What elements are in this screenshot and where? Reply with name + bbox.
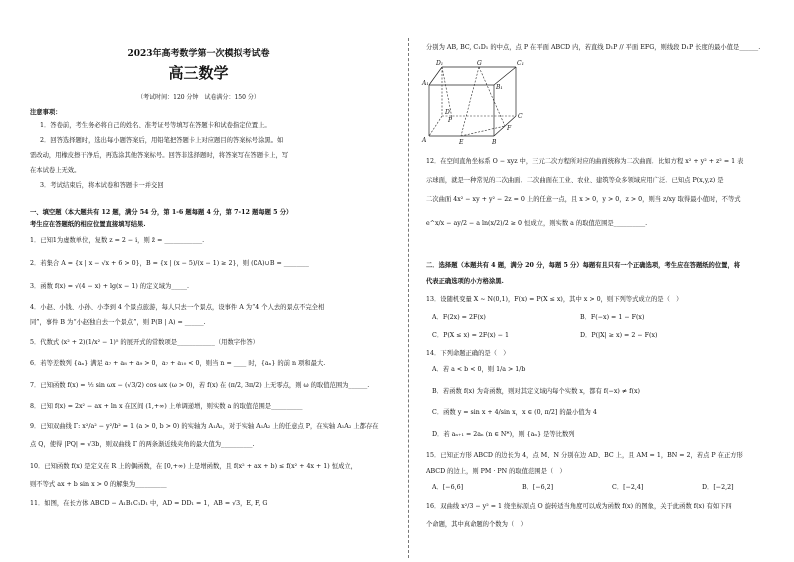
- notice-heading: 注意事项：: [30, 109, 62, 116]
- q14-option-a: A．若 a < b < 0，则 1/a > 1/b: [432, 366, 526, 373]
- question-12-line: e^x/x − ay/2 − a ln(x/2)/2 ≥ 0 恒成立，则实数 a 的取值范围是__________.: [426, 220, 648, 227]
- q15-option-b: B．[−6,2]: [522, 484, 554, 491]
- q14-option-b: B．若函数 f(x) 为奇函数，则对其定义域内每个实数 x，都有 f(−x) ≠ f(x): [432, 388, 640, 395]
- question-12-line: 二次曲面 4x² − xy + y² − 2z = 0 上的任意一点，且 x > 0，y > 0，z > 0，则当 z/xy 取得最小值时，不等式: [426, 196, 741, 203]
- q14-option-d: D．若 aₙ₊₁ = 2aₙ (n ∈ N*)，则 {aₙ} 是等比数列: [432, 431, 575, 438]
- question-15: 15．已知正方形 ABCD 的边长为 4，点 M、N 分别在边 AD、BC 上，且 AM = 1，BN = 2，若点 P 在正方形: [426, 452, 743, 459]
- label-P: P: [448, 117, 453, 124]
- q13-option-c: C．P(X ≤ x) = 2F(x) − 1: [432, 332, 509, 339]
- hidden-edge: [479, 67, 505, 126]
- question-4-cont: 同”，事件 B 为“小赵独自去一个景点”，则 P(B | A) = ______.: [30, 319, 206, 326]
- notice-line: 1．答卷前，考生务必将自己的姓名、准考证号等填写在答题卡和试卷指定位置上。: [40, 122, 271, 129]
- label-G: G: [477, 60, 482, 67]
- question-16-cont: 个命题，其中真命题的个数为（ ）: [426, 521, 527, 528]
- question-10: 10．已知函数 f(x) 是定义在 R 上的偶函数，在 [0,+∞) 上是增函数，且 f(x² + ax + b) ≤ f(x² + 4x + 1) 恒成立，: [30, 463, 357, 470]
- label-C: C: [518, 113, 523, 120]
- question-3: 3．函数 f(x) = √(4 − x) + lg(x − 1) 的定义域为_____.: [30, 283, 190, 290]
- question-13: 13．设随机变量 X ~ N(0,1)，F(x) = P(X ≤ x)，其中 x > 0，则下列等式成立的是（ ）: [426, 296, 683, 303]
- q14-option-c: C．函数 y = sin x + 4/sin x，x ∈ (0, π/2] 的最小值为 4: [432, 409, 597, 416]
- question-12-line: 12．在空间直角坐标系 O − xyz 中，三元二次方程所对应的曲面统称为二次曲面．比如方程 x² + y² + z² = 1 表: [426, 158, 744, 165]
- label-A: A: [422, 137, 427, 144]
- q15-option-d: D．[−2,2]: [702, 484, 734, 491]
- question-12-line: 示球面，就是一种常见的二次曲面．二次曲面在工业、农业、建筑等众多领域应用广泛．已知点 P(x,y,z) 是: [426, 177, 724, 184]
- label-D: D: [445, 109, 450, 116]
- edge: [429, 67, 442, 85]
- q15-option-c: C．[−2,4]: [612, 484, 644, 491]
- question-5: 5．代数式 (x² + 2)(1/x² − 1)⁵ 的展开式的常数项是____________（用数字作答）: [30, 339, 259, 346]
- label-D1: D₁: [436, 60, 444, 67]
- notice-line: 3．考试结束后，将本试卷和答题卡一并交回: [40, 182, 164, 189]
- question-11-cont: 分别为 AB, BC, C₁D₁ 的中点，点 P 在平面 ABCD 内，若直线 D₁P // 平面 EFG，则线段 D₁P 长度的最小值是______.: [426, 44, 761, 51]
- hidden-edge: [429, 116, 442, 136]
- exam-title: 2023年高考数学第一次模拟考试卷: [127, 49, 270, 59]
- q13-option-a: A．F(2x) = 2F(x): [432, 314, 486, 321]
- section2-heading-cont: 代表正确选项的小方格涂黑.: [426, 278, 504, 285]
- label-B1: B₁: [496, 84, 503, 91]
- label-B: B: [492, 139, 497, 146]
- question-15-cont: ABCD 的边上，则 PM · PN 的取值范围是（ ）: [426, 468, 566, 475]
- q15-option-a: A．[−6,6]: [432, 484, 464, 491]
- question-16: 16．双曲线 x²/3 − y² = 1 绕坐标原点 O 旋转适当角度可以成为函数 f(x) 的图象，关于此函数 f(x) 有如下四: [426, 503, 732, 510]
- question-14: 14．下列命题正确的是（ ）: [426, 350, 510, 357]
- exam-info: （考试时间：120 分钟 试卷满分：150 分）: [137, 94, 260, 101]
- question-4: 4．小赵、小钱、小孙、小李到 4 个景点旅游，每人只去一个景点，设事件 A 为“4 个人去的景点不完全相: [30, 304, 325, 311]
- question-6: 6．若等差数列 {aₙ} 满足 a₇ + a₈ + a₉ > 0，a₇ + a₁₀ < 0，则当 n = ____ 时，{aₙ} 的前 n 项和最大.: [30, 360, 326, 367]
- subject-title: 高三数学: [168, 64, 229, 82]
- label-E: E: [459, 139, 464, 146]
- question-1: 1．已知1为虚数单位，复数 z = 2 − i，则 z̄ = ____________.: [30, 237, 205, 244]
- notice-line: 需改动，用橡皮擦干净后，再选涂其他答案标号。回答非选择题时，将答案写在答题卡上，写: [30, 152, 289, 159]
- section1-note: 考生应在答题纸的相应位置直接填写结果.: [30, 221, 146, 228]
- label-C1: C₁: [517, 60, 524, 67]
- question-9: 9．已知双曲线 Γ: x²/a² − y²/b² = 1 (a > 0, b > 0) 的实轴为 A₁A₂，对于实轴 A₁A₂ 上的任意点 P，在实轴 A₁A₂ 上都存在: [30, 423, 379, 430]
- question-9-cont: 点 Q，使得 |PQ| = √3b，则双曲线 Γ 的两条渐近线夹角的最大值为__________.: [30, 441, 255, 448]
- question-8: 8．已知 f(x) = 2x² − ax + ln x 在区间 (1,+∞) 上单调递增，则实数 a 的取值范围是__________: [30, 403, 303, 410]
- hidden-edge: [461, 126, 505, 136]
- section2-heading: 二．选择题（本题共有 4 题，满分 20 分，每题 5 分）每题有且只有一个正确选项，考生应在答题纸的位置，将: [426, 262, 741, 269]
- question-2: 2．若集合 A = {x | x − √x + 6 > 0}，B = {x | (x − 5)/(x − 1) ≥ 2}，则 (∁A)∪B = ________: [30, 260, 309, 267]
- notice-line: 2．回答选择题时，选出每小题答案后，用铅笔把答题卡上对应题目的答案标号涂黑。如: [40, 137, 284, 144]
- question-10-cont: 则不等式 ax + b sin x > 0 的解集为__________: [30, 481, 167, 488]
- question-7: 7．已知函数 f(x) = ½ sin ωx − (√3/2) cos ωx (ω > 0)，若 f(x) 在 (π/2, 3π/2) 上无零点，则 ω 的取值范围为______.: [30, 382, 370, 389]
- q13-option-d: D．P(|X| ≥ x) = 2 − F(x): [580, 332, 658, 339]
- hidden-edge: [461, 67, 479, 136]
- section1-heading: 一、填空题（本大题共有 12 题，满分 54 分，第 1-6 题每题 4 分，第 7-12 题每题 5 分）: [30, 209, 293, 216]
- label-F: F: [507, 125, 512, 132]
- label-A1: A₁: [422, 80, 429, 87]
- q13-option-b: B．F(−x) = 1 − F(x): [580, 314, 645, 321]
- edge: [494, 67, 516, 85]
- cuboid-figure: [422, 56, 526, 146]
- notice-line: 在本试卷上无效。: [30, 167, 81, 174]
- question-11: 11．如图，在长方体 ABCD − A₁B₁C₁D₁ 中，AD = DD₁ = 1，AB = √3，E, F, G: [30, 500, 268, 507]
